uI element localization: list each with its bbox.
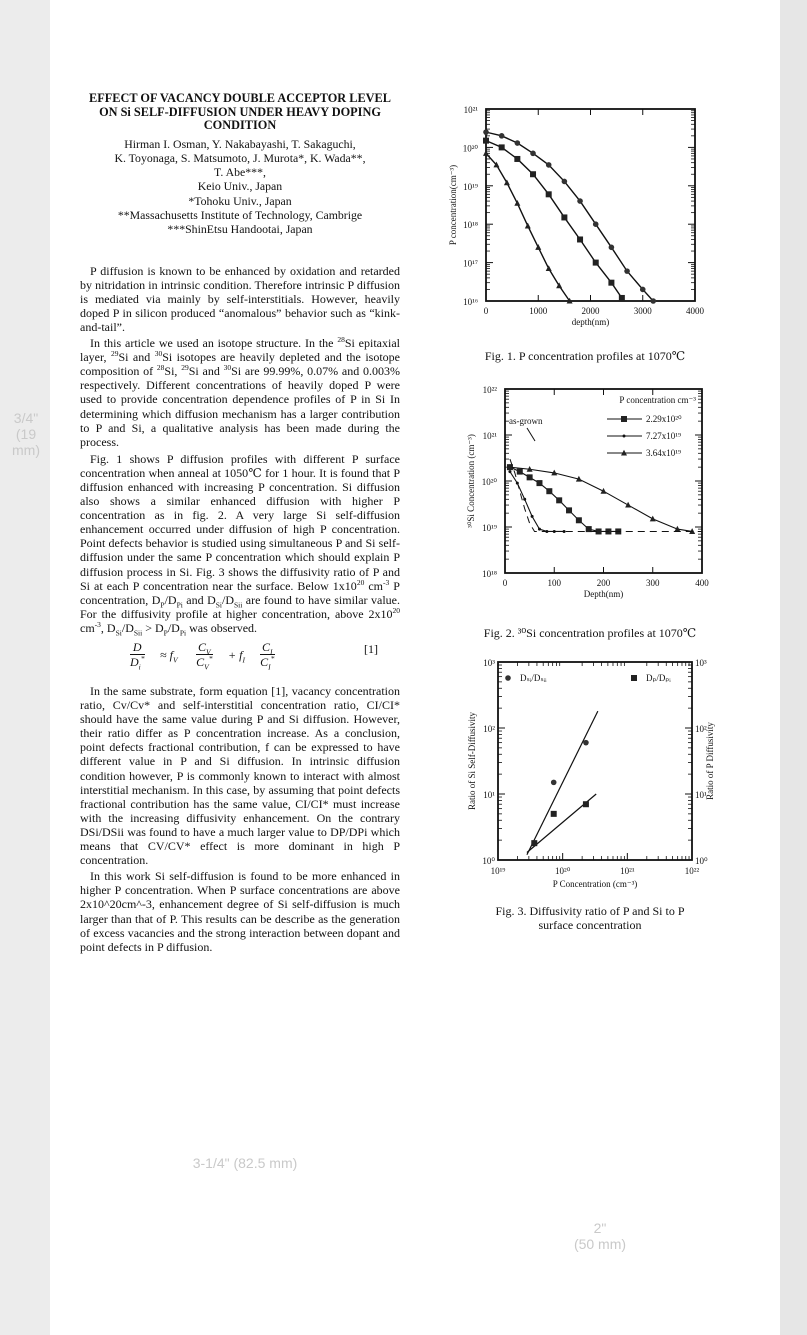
- fig2-data-point: [538, 528, 541, 531]
- paragraph-isotope: In this article we used an isotope structure. In the $^{28}$Si epitaxial layer, $^{29}$Si and $^{30}$Si isotopes are heavily depleted and the isotope composition of $^{28}$Si, $^{29}$Si and $^{30}$Si are 99.99%, 0.07% and 0.003% respectively. Different concentrations of heavily doped P were used to provide concentration dependence profiles of P in Si In determining which diffusion mechanism has a larger contribution to P and Si, a qualitative analysis has been made during the process.: [80, 335, 400, 449]
- fig3-xtick-label: 10²⁰: [555, 866, 571, 876]
- fig1-ytick-label: 10¹⁹: [463, 181, 478, 192]
- fig1-data-point: [609, 245, 615, 251]
- paragraph-results: Fig. 1 shows P diffusion profiles with different P surface concentration when anneal at 1050℃ for 1 hour. It is found that P diffusion enhanced with increasing P concentration. Si diffusion also shows a similar enhanced diffusion with higher P concentration as in fig. 2. A very large Si self-diffusion enhancement occurred under diffusion of high P concentration. Point defects behavior is studied using simultaneous P and Si self-diffusion under the same P concentration which should explain P diffusion process in Si. Fig. 3 shows the diffusivity ratio of P and Si at each P concentration near the surface. Below $1x10^{20}$ $cm^{-3}$ P concentration, $D_P/D_{Pi}$ and $D_{Si}/D_{Sii}$ are found to have similar value. For the diffusivity profile at higher concentration, above $2x10^{20}$ $cm^{-3}$, $D_{Si}/D_{Sii} > D_P/D_{Pi}$ was observed.: [80, 451, 400, 638]
- fig1-data-point: [546, 265, 552, 271]
- fig3-ytick-right-label: 10⁰: [695, 856, 708, 866]
- fig1-data-point: [619, 295, 625, 301]
- figure-3-caption: Fig. 3. Diffusivity ratio of P and Si to P surface concentration: [495, 904, 685, 932]
- fig1-data-point: [640, 287, 646, 293]
- fig1-ylabel: P concentration(cm⁻³): [448, 164, 458, 246]
- fig1-data-point: [525, 223, 531, 229]
- fig1-data-point: [593, 221, 599, 227]
- figure-3-chart: [460, 648, 720, 893]
- fig3-xtick-label: 10¹⁹: [490, 866, 506, 876]
- fig1-data-point: [535, 244, 541, 250]
- fig2-data-point: [527, 474, 533, 480]
- fig3-ytick-right-label: 10³: [695, 658, 707, 668]
- fig1-data-point: [483, 138, 489, 144]
- fig1-data-point: [530, 171, 536, 177]
- fig3-ytick-left-label: 10⁰: [482, 856, 495, 866]
- fig1-xtick-label: 2000: [581, 306, 600, 316]
- fig2-ylabel: ³⁰Si Concentration (cm⁻³): [466, 434, 476, 528]
- fig1-data-point: [593, 260, 599, 266]
- fig2-ytick-label: 10²⁰: [481, 477, 497, 487]
- fig3-ytick-left-label: 10²: [483, 724, 495, 734]
- figure-2-chart: [440, 375, 730, 615]
- fig2-ytick-label: 10²¹: [482, 431, 497, 441]
- fig1-data-point: [608, 280, 614, 286]
- fig2-legend-label: 2.29x10²⁰: [646, 414, 682, 424]
- fig3-ytick-left-label: 10³: [483, 658, 495, 668]
- fig1-data-point: [561, 214, 567, 220]
- fig1-data-point: [546, 191, 552, 197]
- fig2-data-point: [650, 516, 656, 522]
- fig1-xtick-label: 1000: [529, 306, 548, 316]
- fig2-xtick-label: 400: [695, 578, 709, 588]
- fig3-legend-p: Dₚ/Dₚᵢ: [646, 673, 671, 683]
- fig3-ylabel-left: Ratio of Si Self-Diffusivity: [467, 711, 477, 811]
- fig2-data-point: [576, 517, 582, 523]
- fig3-data-point: [551, 811, 557, 817]
- fig3-xtick-label: 10²¹: [620, 866, 635, 876]
- fig2-legend-label: 3.64x10¹⁹: [646, 448, 682, 458]
- fig3-plot-frame: [498, 662, 692, 860]
- fig1-ytick-label: 10¹⁶: [463, 297, 478, 307]
- fig2-data-point: [625, 502, 631, 508]
- fig1-data-point: [514, 200, 520, 206]
- ghost-bottom-label-2: 2" (50 mm): [573, 1220, 627, 1252]
- fig1-xtick-label: 3000: [633, 306, 652, 316]
- fig2-data-point: [546, 488, 552, 494]
- fig2-legend-marker: [621, 416, 627, 422]
- fig3-data-point: [551, 780, 557, 786]
- fig2-ytick-label: 10¹⁹: [482, 523, 497, 533]
- fig1-xlabel: depth(nm): [571, 317, 610, 327]
- fig2-legend-label: 7.27x10¹⁹: [646, 431, 682, 441]
- equation-1: $\frac{D}{D_i^*}$ ≈ $f_V$ $\frac{C_V}{C_V^*}$ + $f_I$ $\frac{C_I}{C_I^*}$ [1]: [130, 640, 378, 672]
- fig3-legend-marker-si: [505, 675, 511, 681]
- fig1-data-point: [483, 129, 489, 135]
- fig2-data-point: [563, 530, 566, 533]
- fig3-legend-si: Dₛᵢ/Dₛᵢᵢ: [520, 673, 547, 683]
- fig1-data-point: [650, 298, 656, 304]
- fig3-ytick-right-label: 10²: [695, 724, 707, 734]
- fig3-legend-marker-p: [631, 675, 637, 681]
- paragraph-discussion: In the same substrate, form equation [1], vacancy concentration ratio, Cv/Cv* and self-interstitial concentration ratio, CI/CI* should have the same value during P and Si diffusion. However, their ratio differ as P concentration increase. As a conclusion, point defects fractional contribution, f can be expressed to have different value in P and Si diffusion. In intrinsic diffusion condition however, P is commonly known to interact with almost interstitial mechanism. In this case, by assuming that point defects fractional contribution has the same value, CI/CI* must increase with the increasing diffusivity enhancement. On the contrary DSi/DSii was found to have a much larger value to DP/DPi which means that CV/CV* effect is more dominant in high P concentration.: [80, 684, 400, 868]
- fig1-data-point: [514, 156, 520, 162]
- figure-1-chart: [440, 95, 720, 345]
- fig2-xtick-label: 300: [646, 578, 660, 588]
- fig1-xtick-label: 0: [483, 306, 489, 316]
- fig1-ytick-label: 10²⁰: [462, 143, 478, 154]
- fig1-ytick-label: 10¹⁷: [463, 258, 478, 269]
- fig2-data-point: [536, 480, 542, 486]
- fig3-ytick-left-label: 10¹: [483, 790, 495, 800]
- fig2-xtick-label: 0: [502, 578, 508, 588]
- fig1-data-point: [499, 133, 505, 139]
- fig2-ytick-label: 10²²: [482, 385, 497, 395]
- fig3-data-point: [583, 801, 589, 807]
- fig3-ylabel-right: Ratio of P Diffusivity: [705, 722, 715, 800]
- fig2-annotation-as-grown: as-grown: [509, 416, 543, 426]
- fig3-xlabel: P Concentration (cm⁻³): [552, 879, 638, 889]
- fig2-legend-title: P concentration cm⁻³: [619, 395, 696, 405]
- fig1-data-point: [546, 162, 552, 168]
- fig2-data-point: [523, 498, 526, 501]
- fig3-data-point: [583, 740, 589, 746]
- article-text-column: [80, 92, 400, 954]
- paragraph-conclusion: In this work Si self-diffusion is found to be more enhanced in higher P concentration. When P surface concentrations are above 2x10^20cm^-3, enhancement degree of Si self-diffusion is much larger than that of P. This results can be describe as the generation of excess vacancies and the strong interaction between dopant and point defects in P diffusion.: [80, 869, 400, 954]
- fig2-ytick-label: 10¹⁸: [482, 569, 497, 579]
- fig1-ytick-label: 10²¹: [463, 105, 478, 115]
- fig2-data-point: [531, 515, 534, 518]
- fig1-xtick-label: 4000: [686, 306, 704, 316]
- fig2-data-point: [566, 507, 572, 513]
- fig1-data-point: [577, 236, 583, 242]
- fig1-data-point: [499, 144, 505, 150]
- fig3-data-point: [531, 840, 537, 846]
- fig2-legend-marker: [623, 435, 626, 438]
- scan-margin-left: [0, 0, 50, 1335]
- scan-margin-right: [780, 0, 807, 1335]
- fig3-ytick-right-label: 10¹: [695, 790, 707, 800]
- fig2-xtick-label: 100: [547, 578, 561, 588]
- fig2-xlabel: Depth(nm): [583, 589, 624, 599]
- fig2-data-point: [601, 488, 607, 494]
- fig2-data-point: [517, 469, 523, 475]
- fig2-data-point: [556, 497, 562, 503]
- fig2-data-point: [508, 470, 511, 473]
- figure-2-caption: Fig. 2. ³⁰Si concentration profiles at 1070℃: [483, 626, 697, 640]
- fig2-xtick-label: 200: [596, 578, 611, 588]
- figure-1-caption: Fig. 1. P concentration profiles at 1070℃: [484, 349, 686, 363]
- paper-title: EFFECT OF VACANCY DOUBLE ACCEPTOR LEVEL ON Si SELF-DIFFUSION UNDER HEAVY DOPING CONDITION: [89, 91, 391, 132]
- fig1-data-point: [530, 151, 536, 157]
- ghost-bottom-label: 3-1/4" (82.5 mm): [192, 1155, 298, 1171]
- author-list: Hirman I. Osman, Y. Nakabayashi, T. Sakaguchi, K. Toyonaga, S. Matsumoto, J. Murota*, K. Wada**, T. Abe***, Keio Univ., Japan *Tohoku Univ., Japan **Massachusetts Institute of Technology, Cambrige ***ShinEtsu Handootai, Japan: [114, 136, 366, 237]
- fig1-data-point: [562, 179, 568, 185]
- fig1-data-point: [624, 268, 630, 274]
- paragraph-intro: P diffusion is known to be enhanced by oxidation and retarded by nitridation in intrinsic condition. Therefore intrinsic P diffusion is mediated via mainly by self-interstitials. However, heavily doped P in silicon produced “anomalous” behavior such as “kink-and-tail”.: [80, 263, 400, 334]
- ghost-margin-label: 3/4" (19 mm): [12, 410, 40, 458]
- fig1-data-point: [515, 140, 521, 146]
- fig1-ytick-label: 10¹⁸: [463, 220, 478, 231]
- fig1-data-point: [577, 198, 583, 204]
- fig3-xtick-label: 10²²: [684, 866, 700, 876]
